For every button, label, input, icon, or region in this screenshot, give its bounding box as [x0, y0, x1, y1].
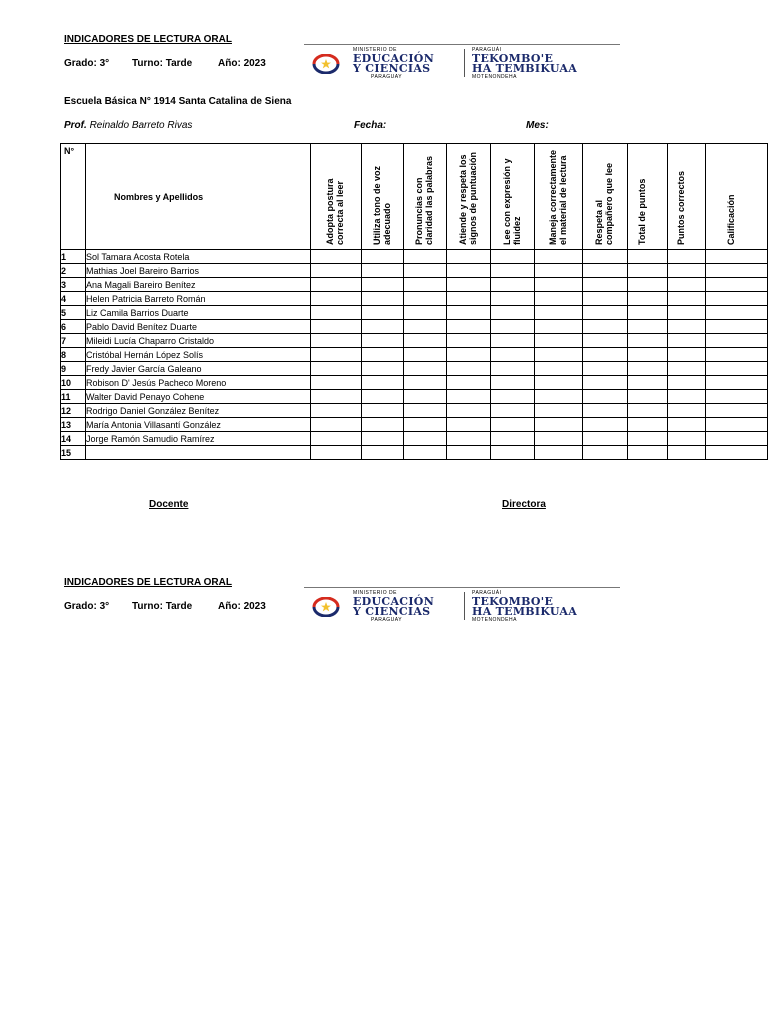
student-name: Pablo David Benítez Duarte	[86, 320, 311, 334]
column-header-indicator: Maneja correctamente el material de lectura	[535, 144, 583, 250]
score-cell	[706, 362, 768, 376]
score-cell	[404, 264, 447, 278]
score-cell	[668, 264, 706, 278]
fecha-label: Fecha:	[354, 120, 387, 131]
score-cell	[404, 250, 447, 264]
score-cell	[311, 432, 362, 446]
score-cell	[628, 418, 668, 432]
anio-field	[218, 58, 266, 69]
student-name: Mathias Joel Bareiro Barrios	[86, 264, 311, 278]
national-seal-icon	[312, 54, 340, 74]
table-row	[61, 278, 768, 292]
score-cell	[404, 320, 447, 334]
score-cell	[447, 292, 491, 306]
score-cell	[668, 418, 706, 432]
logo-text: MOTENONDEHA	[472, 617, 517, 623]
score-cell	[404, 334, 447, 348]
row-number: 11	[61, 390, 86, 404]
score-cell	[447, 320, 491, 334]
student-name	[86, 446, 311, 460]
row-number: 10	[61, 376, 86, 390]
score-cell	[362, 446, 404, 460]
table-row	[61, 264, 768, 278]
logo-text: PARAGUÁI	[472, 47, 502, 53]
score-cell	[404, 446, 447, 460]
score-cell	[706, 376, 768, 390]
score-cell	[706, 320, 768, 334]
anio-value: 2023	[243, 58, 266, 69]
score-cell	[706, 348, 768, 362]
signature-directora: Directora	[502, 499, 546, 510]
column-header-indicator: Calificación	[706, 144, 768, 250]
score-cell	[362, 334, 404, 348]
score-cell	[535, 432, 583, 446]
student-name: Rodrigo Daniel González Benítez	[86, 404, 311, 418]
score-cell	[535, 390, 583, 404]
score-cell	[535, 362, 583, 376]
table-header-row	[61, 144, 768, 250]
score-cell	[628, 334, 668, 348]
column-header-indicator: Respeta al compañero que lee	[583, 144, 628, 250]
column-header-indicator: Adopta postura correcta al leer	[311, 144, 362, 250]
anio-label: Año:	[218, 58, 241, 69]
score-cell	[311, 362, 362, 376]
teacher-field	[64, 120, 192, 131]
student-name: Liz Camila Barrios Duarte	[86, 306, 311, 320]
score-cell	[491, 278, 535, 292]
logo-text: MINISTERIO DE	[353, 47, 398, 53]
logo-text: Y CIENCIAS	[353, 62, 431, 75]
score-cell	[491, 432, 535, 446]
score-cell	[362, 418, 404, 432]
grado-label: Grado:	[64, 58, 97, 69]
score-cell	[706, 446, 768, 460]
grado-label: Grado:	[64, 601, 97, 612]
column-header-indicator: Pronuncias con claridad las palabras	[404, 144, 447, 250]
logo-text: HA TEMBIKUAA	[472, 62, 578, 75]
score-cell	[311, 390, 362, 404]
score-cell	[668, 376, 706, 390]
anio-label: Año:	[218, 601, 241, 612]
score-cell	[668, 348, 706, 362]
score-cell	[535, 264, 583, 278]
score-cell	[404, 292, 447, 306]
page-title: INDICADORES DE LECTURA ORAL	[64, 34, 232, 45]
score-cell	[491, 390, 535, 404]
score-cell	[668, 250, 706, 264]
score-cell	[706, 390, 768, 404]
score-cell	[583, 376, 628, 390]
score-cell	[706, 250, 768, 264]
table-row	[61, 348, 768, 362]
score-cell	[535, 250, 583, 264]
score-cell	[447, 250, 491, 264]
score-cell	[628, 390, 668, 404]
row-number: 5	[61, 306, 86, 320]
table-row	[61, 334, 768, 348]
score-cell	[491, 446, 535, 460]
score-cell	[583, 348, 628, 362]
teacher-name: Reinaldo Barreto Rivas	[89, 120, 193, 131]
score-cell	[535, 278, 583, 292]
score-cell	[583, 432, 628, 446]
score-cell	[535, 404, 583, 418]
row-number: 1	[61, 250, 86, 264]
row-number: 9	[61, 362, 86, 376]
student-name: Robison D' Jesús Pacheco Moreno	[86, 376, 311, 390]
score-cell	[583, 334, 628, 348]
score-cell	[668, 404, 706, 418]
score-cell	[628, 292, 668, 306]
score-cell	[668, 292, 706, 306]
score-cell	[628, 348, 668, 362]
turno-value: Tarde	[165, 58, 193, 69]
turno-label: Turno:	[132, 58, 163, 69]
logo-text: EDUCACIÓN	[353, 595, 435, 608]
score-cell	[706, 264, 768, 278]
turno-field	[132, 58, 192, 69]
score-cell	[311, 404, 362, 418]
score-cell	[668, 320, 706, 334]
row-number: 3	[61, 278, 86, 292]
column-header-indicator: Lee con expresión y fluidez	[491, 144, 535, 250]
score-cell	[404, 404, 447, 418]
logo-text: PARAGUÁI	[472, 590, 502, 596]
score-cell	[362, 320, 404, 334]
score-cell	[491, 404, 535, 418]
score-cell	[362, 432, 404, 446]
score-cell	[628, 362, 668, 376]
score-cell	[491, 348, 535, 362]
score-cell	[447, 306, 491, 320]
student-name: Ana Magali Bareiro Benítez	[86, 278, 311, 292]
logo-text: MINISTERIO DE	[353, 590, 398, 596]
score-cell	[706, 432, 768, 446]
grado-field	[64, 601, 109, 612]
score-cell	[491, 334, 535, 348]
score-cell	[362, 264, 404, 278]
score-cell	[404, 348, 447, 362]
score-cell	[491, 264, 535, 278]
anio-field	[218, 601, 266, 612]
mes-label: Mes:	[526, 120, 549, 131]
reading-indicators-table	[60, 143, 768, 460]
row-number: 4	[61, 292, 86, 306]
student-name: Cristóbal Hernán López Solís	[86, 348, 311, 362]
row-number: 2	[61, 264, 86, 278]
score-cell	[583, 306, 628, 320]
row-number: 15	[61, 446, 86, 460]
score-cell	[447, 362, 491, 376]
score-cell	[706, 404, 768, 418]
row-number: 12	[61, 404, 86, 418]
score-cell	[447, 264, 491, 278]
score-cell	[311, 292, 362, 306]
logo-text: PARAGUAY	[371, 617, 403, 623]
logo-divider	[464, 49, 465, 77]
score-cell	[311, 376, 362, 390]
score-cell	[583, 278, 628, 292]
score-cell	[583, 292, 628, 306]
score-cell	[311, 306, 362, 320]
score-cell	[583, 418, 628, 432]
table-row	[61, 320, 768, 334]
table-row	[61, 306, 768, 320]
table-row	[61, 362, 768, 376]
score-cell	[447, 334, 491, 348]
score-cell	[668, 334, 706, 348]
score-cell	[311, 418, 362, 432]
student-name: Helen Patricia Barreto Román	[86, 292, 311, 306]
score-cell	[706, 334, 768, 348]
student-name: Jorge Ramón Samudio Ramírez	[86, 432, 311, 446]
score-cell	[583, 362, 628, 376]
score-cell	[447, 376, 491, 390]
score-cell	[362, 376, 404, 390]
score-cell	[491, 306, 535, 320]
score-cell	[311, 250, 362, 264]
score-cell	[404, 362, 447, 376]
score-cell	[491, 418, 535, 432]
teacher-label: Prof.	[64, 120, 87, 131]
table-row	[61, 292, 768, 306]
score-cell	[535, 292, 583, 306]
score-cell	[362, 362, 404, 376]
score-cell	[706, 306, 768, 320]
score-cell	[404, 278, 447, 292]
score-cell	[491, 292, 535, 306]
score-cell	[583, 390, 628, 404]
student-name: Fredy Javier García Galeano	[86, 362, 311, 376]
column-header-number: N°	[61, 144, 86, 250]
score-cell	[404, 432, 447, 446]
score-cell	[362, 306, 404, 320]
score-cell	[535, 320, 583, 334]
grado-field	[64, 58, 109, 69]
score-cell	[706, 418, 768, 432]
score-cell	[491, 320, 535, 334]
score-cell	[404, 376, 447, 390]
score-cell	[311, 264, 362, 278]
score-cell	[583, 446, 628, 460]
score-cell	[583, 404, 628, 418]
student-name: Sol Tamara Acosta Rotela	[86, 250, 311, 264]
table-row	[61, 418, 768, 432]
row-number: 13	[61, 418, 86, 432]
score-cell	[311, 446, 362, 460]
score-cell	[628, 306, 668, 320]
student-name: María Antonia Villasantí González	[86, 418, 311, 432]
score-cell	[404, 306, 447, 320]
score-cell	[583, 250, 628, 264]
turno-value: Tarde	[165, 601, 193, 612]
row-number: 8	[61, 348, 86, 362]
table-row	[61, 376, 768, 390]
table-row	[61, 390, 768, 404]
column-header-indicator: Total de puntos	[628, 144, 668, 250]
anio-value: 2023	[243, 601, 266, 612]
score-cell	[311, 348, 362, 362]
logo-text: EDUCACIÓN	[353, 52, 435, 65]
score-cell	[628, 250, 668, 264]
turno-label: Turno:	[132, 601, 163, 612]
score-cell	[628, 264, 668, 278]
score-cell	[628, 432, 668, 446]
score-cell	[668, 278, 706, 292]
score-cell	[583, 320, 628, 334]
ministry-logo	[304, 587, 620, 624]
column-header-indicator: Utiliza tono de voz adecuado	[362, 144, 404, 250]
score-cell	[668, 362, 706, 376]
score-cell	[362, 390, 404, 404]
score-cell	[535, 376, 583, 390]
table-row	[61, 250, 768, 264]
score-cell	[535, 348, 583, 362]
score-cell	[628, 278, 668, 292]
score-cell	[404, 390, 447, 404]
table-row	[61, 404, 768, 418]
signature-docente: Docente	[149, 499, 189, 510]
score-cell	[491, 362, 535, 376]
score-cell	[491, 250, 535, 264]
ministry-logo	[304, 44, 620, 81]
school-name: Escuela Básica N° 1914 Santa Catalina de Siena	[64, 96, 292, 107]
score-cell	[628, 320, 668, 334]
score-cell	[311, 278, 362, 292]
score-cell	[668, 432, 706, 446]
national-seal-icon	[312, 597, 340, 617]
score-cell	[583, 264, 628, 278]
score-cell	[535, 334, 583, 348]
score-cell	[668, 390, 706, 404]
score-cell	[311, 320, 362, 334]
score-cell	[447, 348, 491, 362]
row-number: 7	[61, 334, 86, 348]
score-cell	[311, 334, 362, 348]
score-cell	[404, 418, 447, 432]
score-cell	[535, 418, 583, 432]
score-cell	[447, 446, 491, 460]
logo-text: TEKOMBO'E	[472, 52, 554, 65]
score-cell	[628, 404, 668, 418]
score-cell	[535, 446, 583, 460]
score-cell	[447, 432, 491, 446]
score-cell	[362, 250, 404, 264]
column-header-names: Nombres y Apellidos	[86, 144, 311, 250]
table-row	[61, 432, 768, 446]
score-cell	[668, 306, 706, 320]
score-cell	[447, 278, 491, 292]
score-cell	[535, 306, 583, 320]
logo-text: TEKOMBO'E	[472, 595, 554, 608]
score-cell	[706, 278, 768, 292]
row-number: 6	[61, 320, 86, 334]
score-cell	[362, 278, 404, 292]
score-cell	[706, 292, 768, 306]
score-cell	[628, 376, 668, 390]
score-cell	[362, 404, 404, 418]
score-cell	[362, 348, 404, 362]
column-header-indicator: Puntos correctos	[668, 144, 706, 250]
score-cell	[491, 376, 535, 390]
turno-field	[132, 601, 192, 612]
score-cell	[668, 446, 706, 460]
row-number: 14	[61, 432, 86, 446]
score-cell	[447, 418, 491, 432]
student-name: Mileidi Lucía Chaparro Cristaldo	[86, 334, 311, 348]
logo-text: Y CIENCIAS	[353, 605, 431, 618]
logo-text: PARAGUAY	[371, 74, 403, 80]
page-title: INDICADORES DE LECTURA ORAL	[64, 577, 232, 588]
score-cell	[628, 446, 668, 460]
logo-text: HA TEMBIKUAA	[472, 605, 578, 618]
score-cell	[447, 404, 491, 418]
table-row	[61, 446, 768, 460]
score-cell	[362, 292, 404, 306]
grado-value: 3°	[99, 601, 110, 612]
column-header-indicator: Atiende y respeta los signos de puntuación	[447, 144, 491, 250]
score-cell	[447, 390, 491, 404]
student-name: Walter David Penayo Cohene	[86, 390, 311, 404]
logo-divider	[464, 592, 465, 620]
grado-value: 3°	[99, 58, 110, 69]
logo-text: MOTENONDEHA	[472, 74, 517, 80]
